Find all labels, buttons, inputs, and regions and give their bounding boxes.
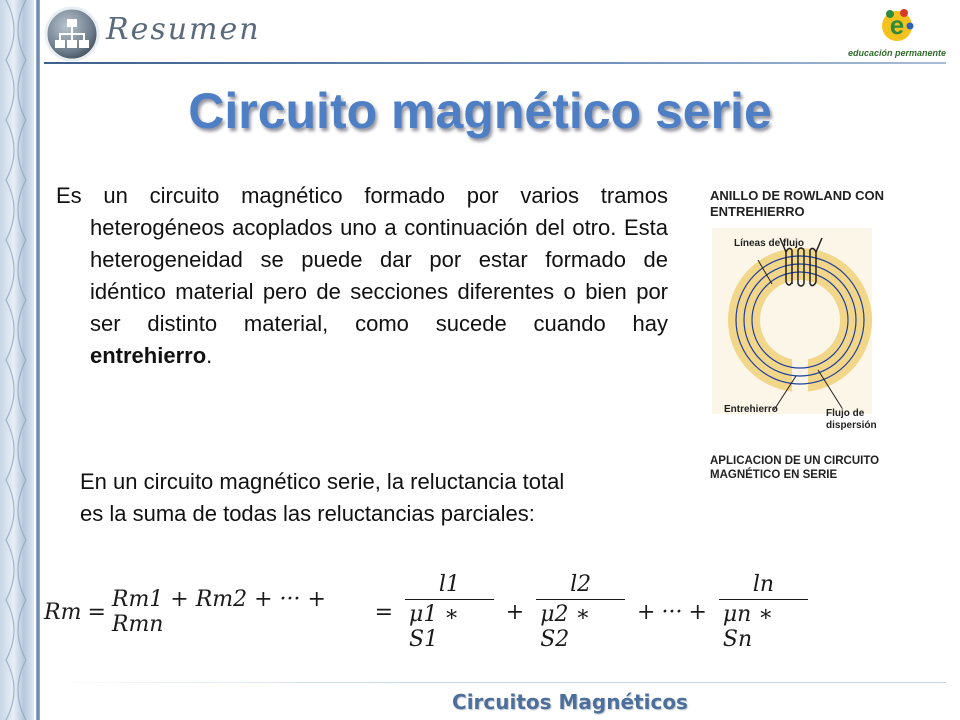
paragraph-definition-text: Es un circuito magnético formado por varios tramos heterogéneos acoplados uno a continuación del otro. Esta heterogeneidad se puede dar por estar formado de idéntico material pero de secciones diferentes o bien por ser distinto material, como sucede cuando hay — [56, 183, 668, 336]
fraction-1 — [405, 572, 494, 652]
label-lineas-de-flujo: Líneas de flujo — [734, 238, 805, 249]
fraction-n-numerator: ln — [752, 572, 775, 597]
reluctance-formula — [44, 572, 814, 652]
figure-caption-top: ANILLO DE ROWLAND CON ENTREHIERRO — [710, 188, 885, 219]
footer-title: Circuitos Magnéticos — [452, 690, 688, 714]
rowland-ring-figure — [700, 180, 930, 500]
fraction-2 — [536, 572, 625, 652]
fraction-1-numerator: l1 — [438, 572, 460, 597]
formula-equals-1: = — [87, 599, 106, 625]
label-flujo-dispersion: Flujo de dispersión — [826, 408, 877, 431]
formula-equals-2: = — [374, 599, 394, 625]
formula-plus-2: + — [637, 599, 656, 625]
network-icon — [44, 6, 100, 62]
logo-mark — [838, 4, 956, 48]
formula-lhs: Rm — [44, 599, 82, 625]
fraction-n — [719, 572, 808, 652]
figure-caption-bottom: APLICACION DE UN CIRCUITO MAGNÉTICO EN SERIE — [710, 455, 880, 481]
footer-rule — [44, 682, 946, 683]
paragraph-definition-end: . — [206, 343, 213, 368]
formula-plus-3: + — [688, 599, 707, 625]
left-binding-strip — [0, 0, 34, 720]
educacion-permanente-logo — [838, 4, 956, 62]
keyword-entrehierro: entrehierro — [90, 343, 207, 368]
binding-pattern — [0, 0, 34, 720]
fraction-n-denominator: μn ∗ Sn — [719, 599, 808, 652]
fraction-2-numerator: l2 — [570, 572, 592, 597]
paragraph-reluctance: En un circuito magnético serie, la reluctancia total es la suma de todas las reluctancias parciales: — [80, 469, 565, 526]
formula-dots: ··· — [661, 599, 683, 625]
formula-plus-1: + — [505, 599, 525, 625]
fraction-1-denominator: μ1 ∗ S1 — [405, 599, 494, 652]
formula-sum-terms: Rm1 + Rm2 + ··· + Rmn — [111, 587, 326, 637]
header-rule — [44, 62, 946, 64]
slide-title: Circuito magnético serie — [188, 83, 772, 139]
label-entrehierro: Entrehierro — [724, 404, 778, 415]
logo-text: educación permanente — [847, 48, 947, 58]
paragraph-definition — [56, 180, 668, 372]
fraction-2-denominator: μ2 ∗ S2 — [536, 599, 625, 652]
svg-text:e: e — [889, 10, 905, 40]
section-title: Resumen — [106, 12, 261, 47]
